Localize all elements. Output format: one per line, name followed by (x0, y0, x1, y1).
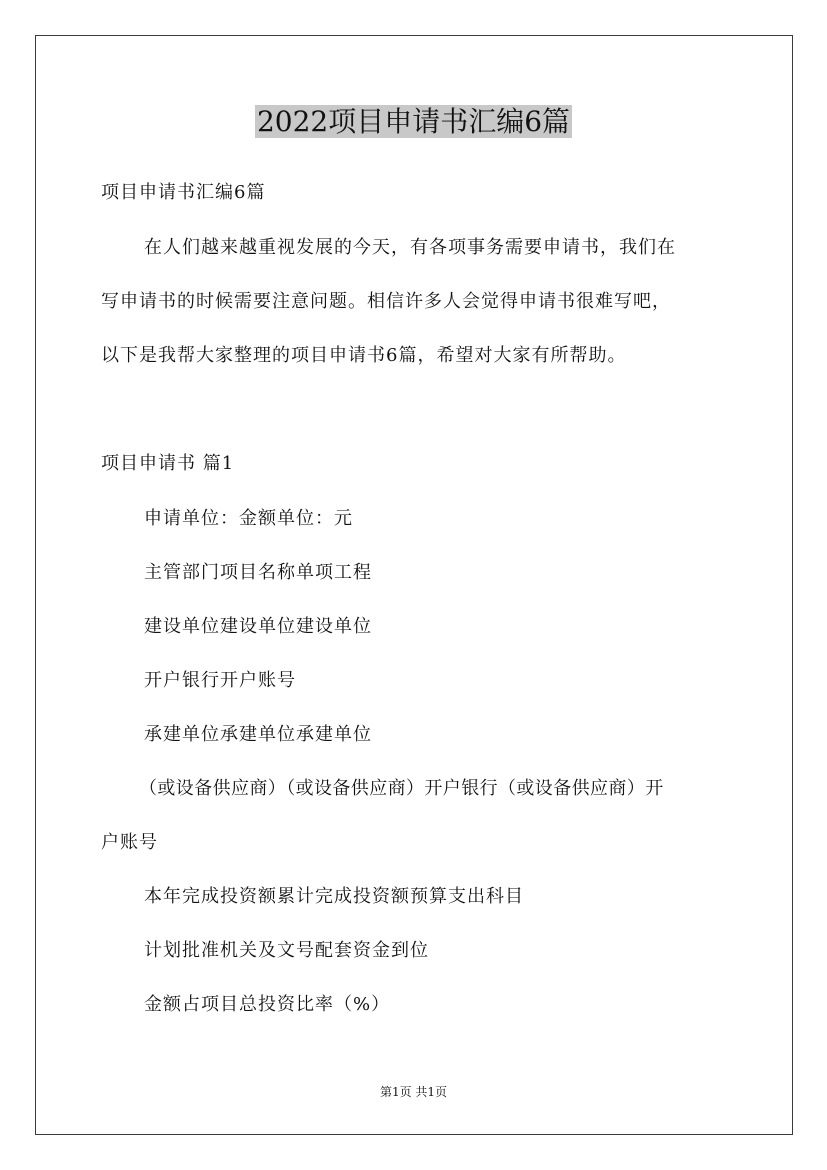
form-line: 开户银行开户账号 (144, 670, 296, 691)
document-subtitle: 项目申请书汇编6篇 (101, 182, 266, 203)
form-line: 计划批准机关及文号配套资金到位 (144, 940, 429, 961)
document-title (0, 100, 827, 144)
form-line: 承建单位承建单位承建单位 (144, 724, 372, 745)
form-line: 主管部门项目名称单项工程 (144, 562, 372, 583)
form-line: 建设单位建设单位建设单位 (144, 616, 372, 637)
form-line: 户账号 (101, 832, 158, 853)
intro-line-3: 以下是我帮大家整理的项目申请书6篇，希望对大家有所帮助。 (101, 345, 627, 366)
form-line: （或设备供应商）（或设备供应商）开户银行（或设备供应商）开 (139, 778, 664, 799)
intro-line-1: 在人们越来越重视发展的今天，有各项事务需要申请书，我们在 (144, 237, 676, 258)
form-line: 金额占项目总投资比率（%） (144, 994, 391, 1015)
intro-line-2: 写申请书的时候需要注意问题。相信许多人会觉得申请书很难写吧， (101, 291, 671, 312)
section-heading: 项目申请书 篇1 (101, 453, 235, 474)
form-line: 本年完成投资额累计完成投资额预算支出科目 (144, 886, 524, 907)
form-line: 申请单位：金额单位：元 (144, 508, 353, 529)
document-title-text: 2022项目申请书汇编6篇 (256, 105, 571, 138)
page-number-footer: 第1页 共1页 (379, 1085, 448, 1099)
